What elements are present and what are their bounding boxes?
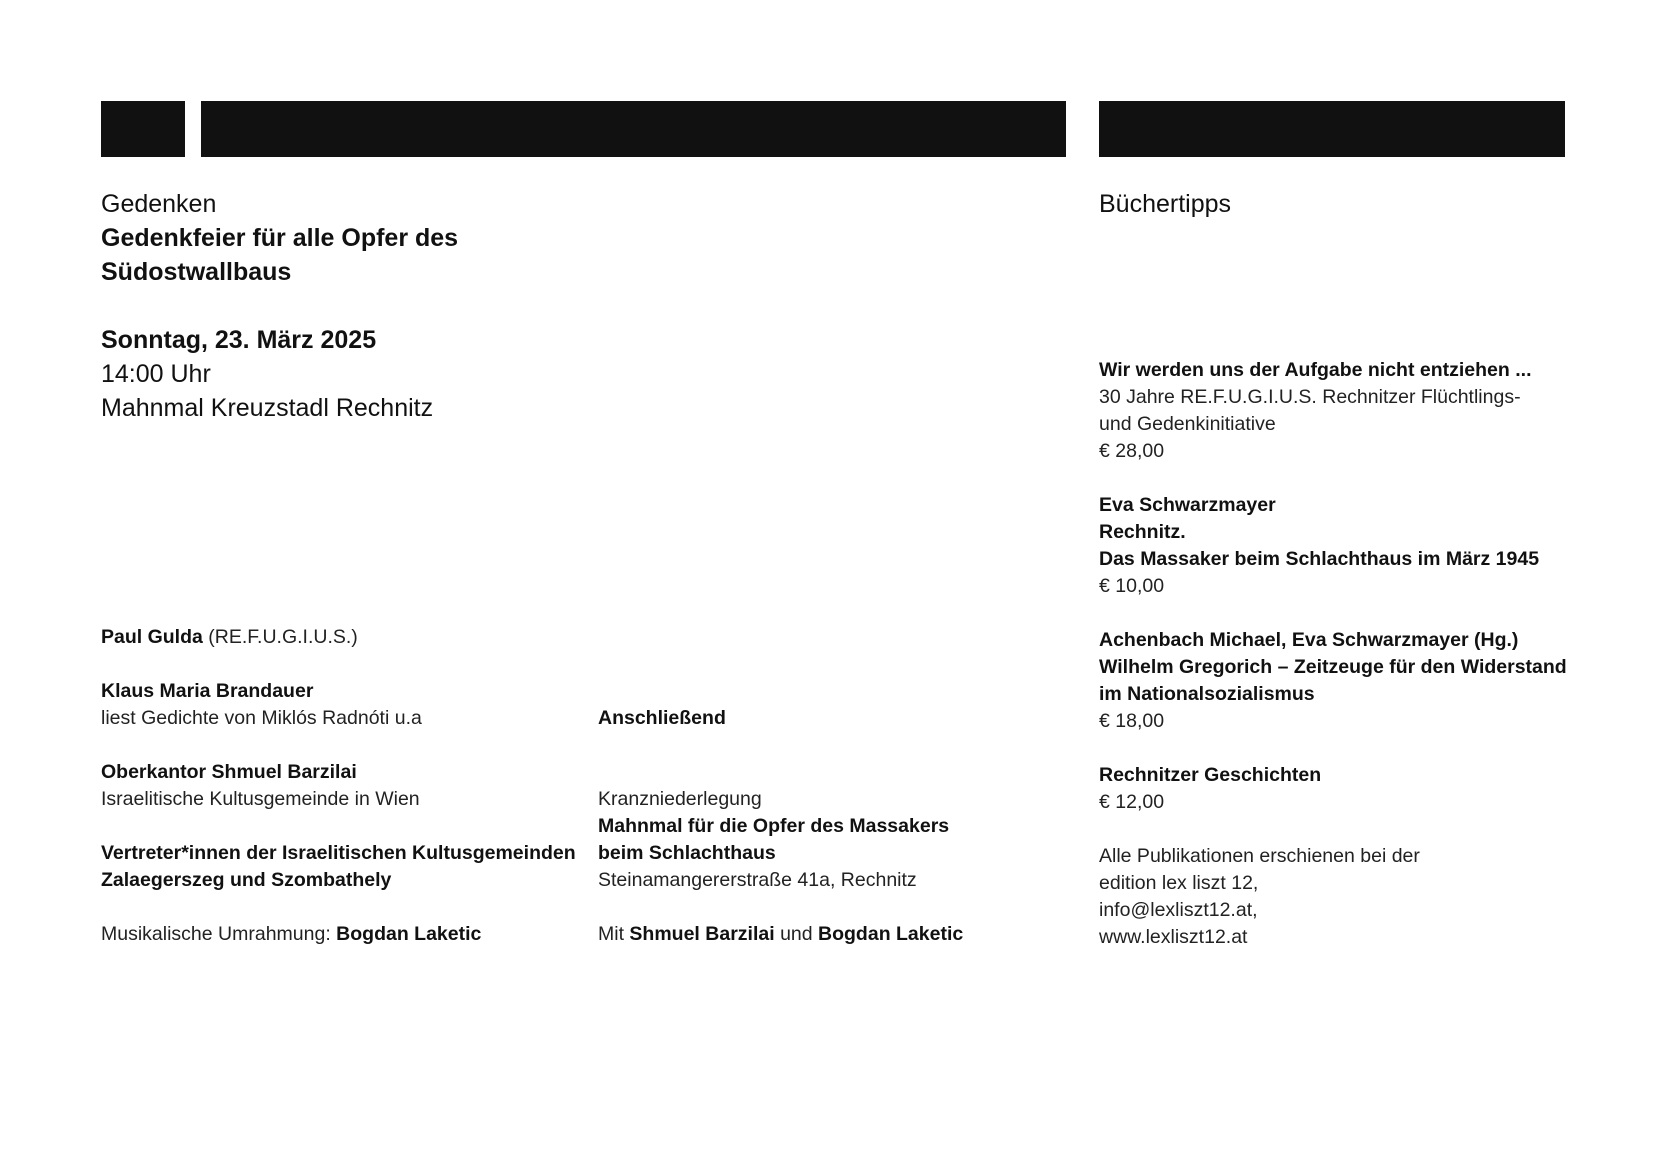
section-kicker: Gedenken xyxy=(101,190,217,218)
followup-location-line1: Mahnmal für die Opfer des Massakers xyxy=(598,815,950,837)
event-date: Sonntag, 23. März 2025 xyxy=(101,326,377,354)
participants-list xyxy=(101,624,576,948)
book-2-author: Eva Schwarzmayer xyxy=(1099,494,1276,516)
book-1-title: Wir werden uns der Aufgabe nicht entziehen ... xyxy=(1099,359,1532,381)
event-time: 14:00 Uhr xyxy=(101,360,211,388)
book-3-title: im Nationalsozialismus xyxy=(1099,683,1315,705)
header-bar-wide xyxy=(201,101,1066,157)
book-3-title: Wilhelm Gregorich – Zeitzeuge für den Widerstand xyxy=(1099,656,1567,678)
participant-1 xyxy=(101,624,576,651)
event-title-line1: Gedenkfeier für alle Opfer des xyxy=(101,224,459,252)
followup-address: Steinamangererstraße 41a, Rechnitz xyxy=(598,869,917,891)
publisher-email: info@lexliszt12.at, xyxy=(1099,899,1258,921)
music-name: Bogdan Laketic xyxy=(336,923,482,945)
event-place: Mahnmal Kreuzstadl Rechnitz xyxy=(101,394,434,422)
with-name: Bogdan Laketic xyxy=(818,923,964,945)
participant-note: liest Gedichte von Miklós Radnóti u.a xyxy=(101,707,422,729)
participant-name: Zalaegerszeg und Szombathely xyxy=(101,869,392,891)
book-2-title: Das Massaker beim Schlachthaus im März 1945 xyxy=(1099,548,1540,570)
publisher-name: edition lex liszt 12, xyxy=(1099,872,1259,894)
with-and: und xyxy=(780,923,813,945)
book-1-subtitle: 30 Jahre RE.F.U.G.I.U.S. Rechnitzer Flüchtlings- xyxy=(1099,386,1521,408)
book-4-price: € 12,00 xyxy=(1099,791,1165,813)
participant-name: Vertreter*innen der Israelitischen Kultusgemeinden xyxy=(101,842,576,864)
book-3-price: € 18,00 xyxy=(1099,710,1165,732)
book-4-title: Rechnitzer Geschichten xyxy=(1099,764,1322,786)
book-2-title: Rechnitz. xyxy=(1099,521,1186,543)
followup-event: Kranzniederlegung xyxy=(598,788,762,810)
book-1-subtitle: und Gedenkinitiative xyxy=(1099,413,1276,435)
followup-with xyxy=(598,921,963,948)
music-credit xyxy=(101,921,576,948)
publisher-website: www.lexliszt12.at xyxy=(1099,926,1248,948)
header-bar-right xyxy=(1099,101,1565,157)
book-2-price: € 10,00 xyxy=(1099,575,1165,597)
header-bar-small xyxy=(101,101,185,157)
book-list xyxy=(1099,357,1567,951)
book-3-author: Achenbach Michael, Eva Schwarzmayer (Hg.) xyxy=(1099,629,1519,651)
music-label: Musikalische Umrahmung: xyxy=(101,923,331,945)
event-title-line2: Südostwallbaus xyxy=(101,258,292,286)
participant-name: Paul Gulda xyxy=(101,626,203,648)
event-header xyxy=(101,187,458,425)
book-1-price: € 28,00 xyxy=(1099,440,1165,462)
participant-note: Israelitische Kultusgemeinde in Wien xyxy=(101,788,420,810)
with-name: Shmuel Barzilai xyxy=(629,923,775,945)
participant-name: Klaus Maria Brandauer xyxy=(101,680,314,702)
books-header xyxy=(1099,187,1231,221)
followup-location-line2: beim Schlachthaus xyxy=(598,842,776,864)
followup-heading: Anschließend xyxy=(598,707,726,729)
participant-name: Oberkantor Shmuel Barzilai xyxy=(101,761,357,783)
publisher-note: Alle Publikationen erschienen bei der xyxy=(1099,845,1420,867)
followup-section xyxy=(598,705,963,948)
with-label: Mit xyxy=(598,923,624,945)
books-heading: Büchertipps xyxy=(1099,190,1232,218)
participant-note: (RE.F.U.G.I.U.S.) xyxy=(208,626,358,648)
